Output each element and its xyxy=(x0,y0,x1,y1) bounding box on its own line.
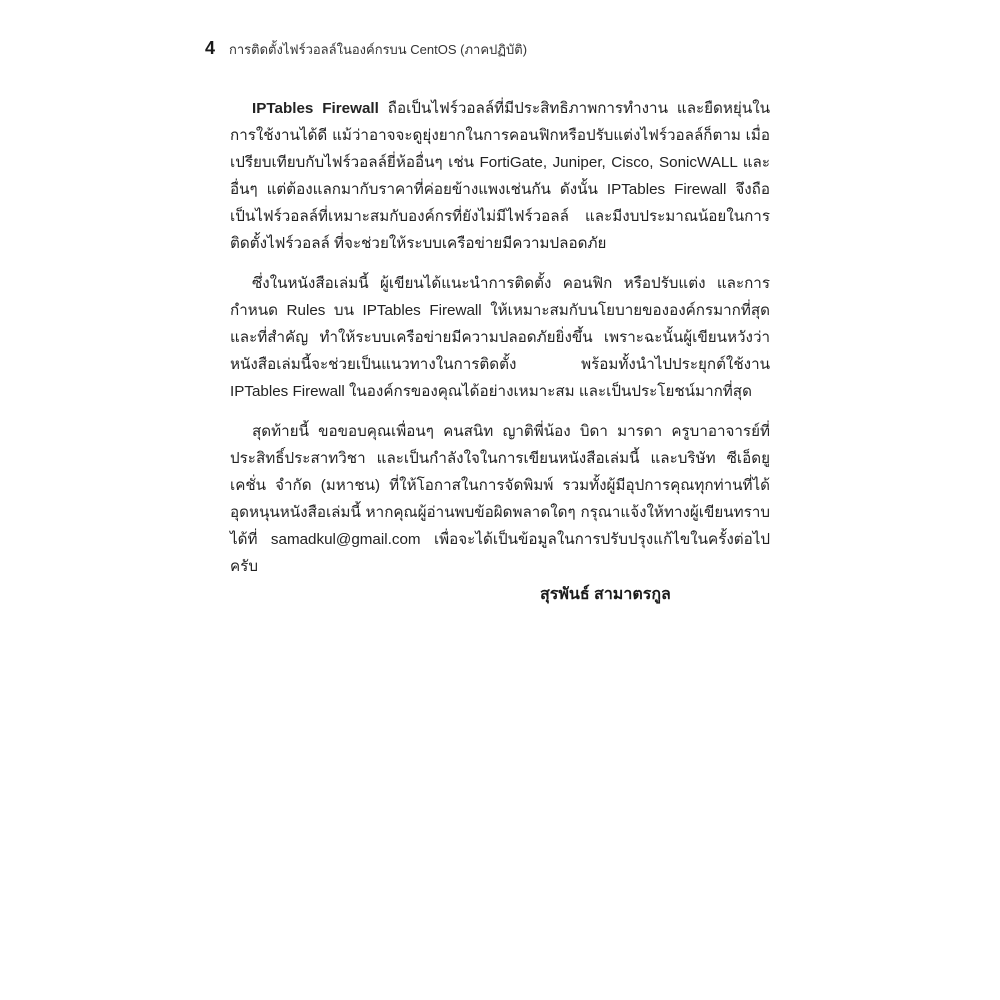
paragraph-1 xyxy=(230,95,770,257)
page-number: 4 xyxy=(205,38,216,58)
lead-term: IPTables Firewall xyxy=(252,100,379,117)
paragraph-2: ซึ่งในหนังสือเล่มนี้ ผู้เขียนได้แนะนำการติดตั้ง คอนฟิก หรือปรับแต่ง และการกำหนด Rules บน IPTables Firewall ให้เหมาะสมกับนโยบายขององค์กรมากที่สุด และที่สำคัญ ทำให้ระบบเครือข่ายมีความปลอดภัยยิ่งขึ้น เพราะฉะนั้นผู้เขียนหวังว่าหนังสือเล่มนี้จะช่วยเป็นแนวทางในการติดตั้ง พร้อมทั้งนำไปประยุกต์ใช้งาน IPTables Firewall ในองค์กรของคุณได้อย่างเหมาะสม และเป็นประโยชน์มากที่สุด xyxy=(230,275,770,400)
running-header xyxy=(205,38,527,60)
preface-body xyxy=(230,95,770,593)
author-signature: สุรพันธ์ สามาตรกูล xyxy=(540,586,671,603)
paragraph-3: สุดท้ายนี้ ขอขอบคุณเพื่อนๆ คนสนิท ญาติพี่น้อง บิดา มารดา ครูบาอาจารย์ที่ประสิทธิ์ประสาทวิชา และเป็นกำลังใจในการเขียนหนังสือเล่มนี้ และบริษัท ซีเอ็ดยูเคชั่น จำกัด (มหาชน) ที่ให้โอกาสในการจัดพิมพ์ รวมทั้งผู้มีอุปการคุณทุกท่านที่ได้อุดหนุนหนังสือเล่มนี้ หากคุณผู้อ่านพบข้อผิดพลาดใดๆ กรุณาแจ้งให้ทางผู้เขียนทราบได้ที่ samadkul@gmail.com เพื่อจะได้เป็นข้อมูลในการปรับปรุงแก้ไขในครั้งต่อไปครับ xyxy=(230,423,770,575)
chapter-title: การติดตั้งไฟร์วอลล์ในองค์กรบน CentOS (ภาคปฏิบัติ) xyxy=(229,42,528,57)
paragraph-1-text: ถือเป็นไฟร์วอลล์ที่มีประสิทธิภาพการทำงาน และยืดหยุ่นในการใช้งานได้ดี แม้ว่าอาจจะดูยุ่งยากในการคอนฟิกหรือปรับแต่งไฟร์วอลล์ก็ตาม เมื่อเปรียบเทียบกับไฟร์วอลล์ยี่ห้ออื่นๆ เช่น FortiGate, Juniper, Cisco, SonicWALL และอื่นๆ แต่ต้องแลกมากับราคาที่ค่อยข้างแพงเช่นกัน ดังนั้น IPTables Firewall จึงถือเป็นไฟร์วอลล์ที่เหมาะสมกับองค์กรที่ยังไม่มีไฟร์วอลล์ และมีงบประมาณน้อยในการติดตั้งไฟร์วอลล์ ที่จะช่วยให้ระบบเครือข่ายมีความปลอดภัย xyxy=(230,100,771,252)
